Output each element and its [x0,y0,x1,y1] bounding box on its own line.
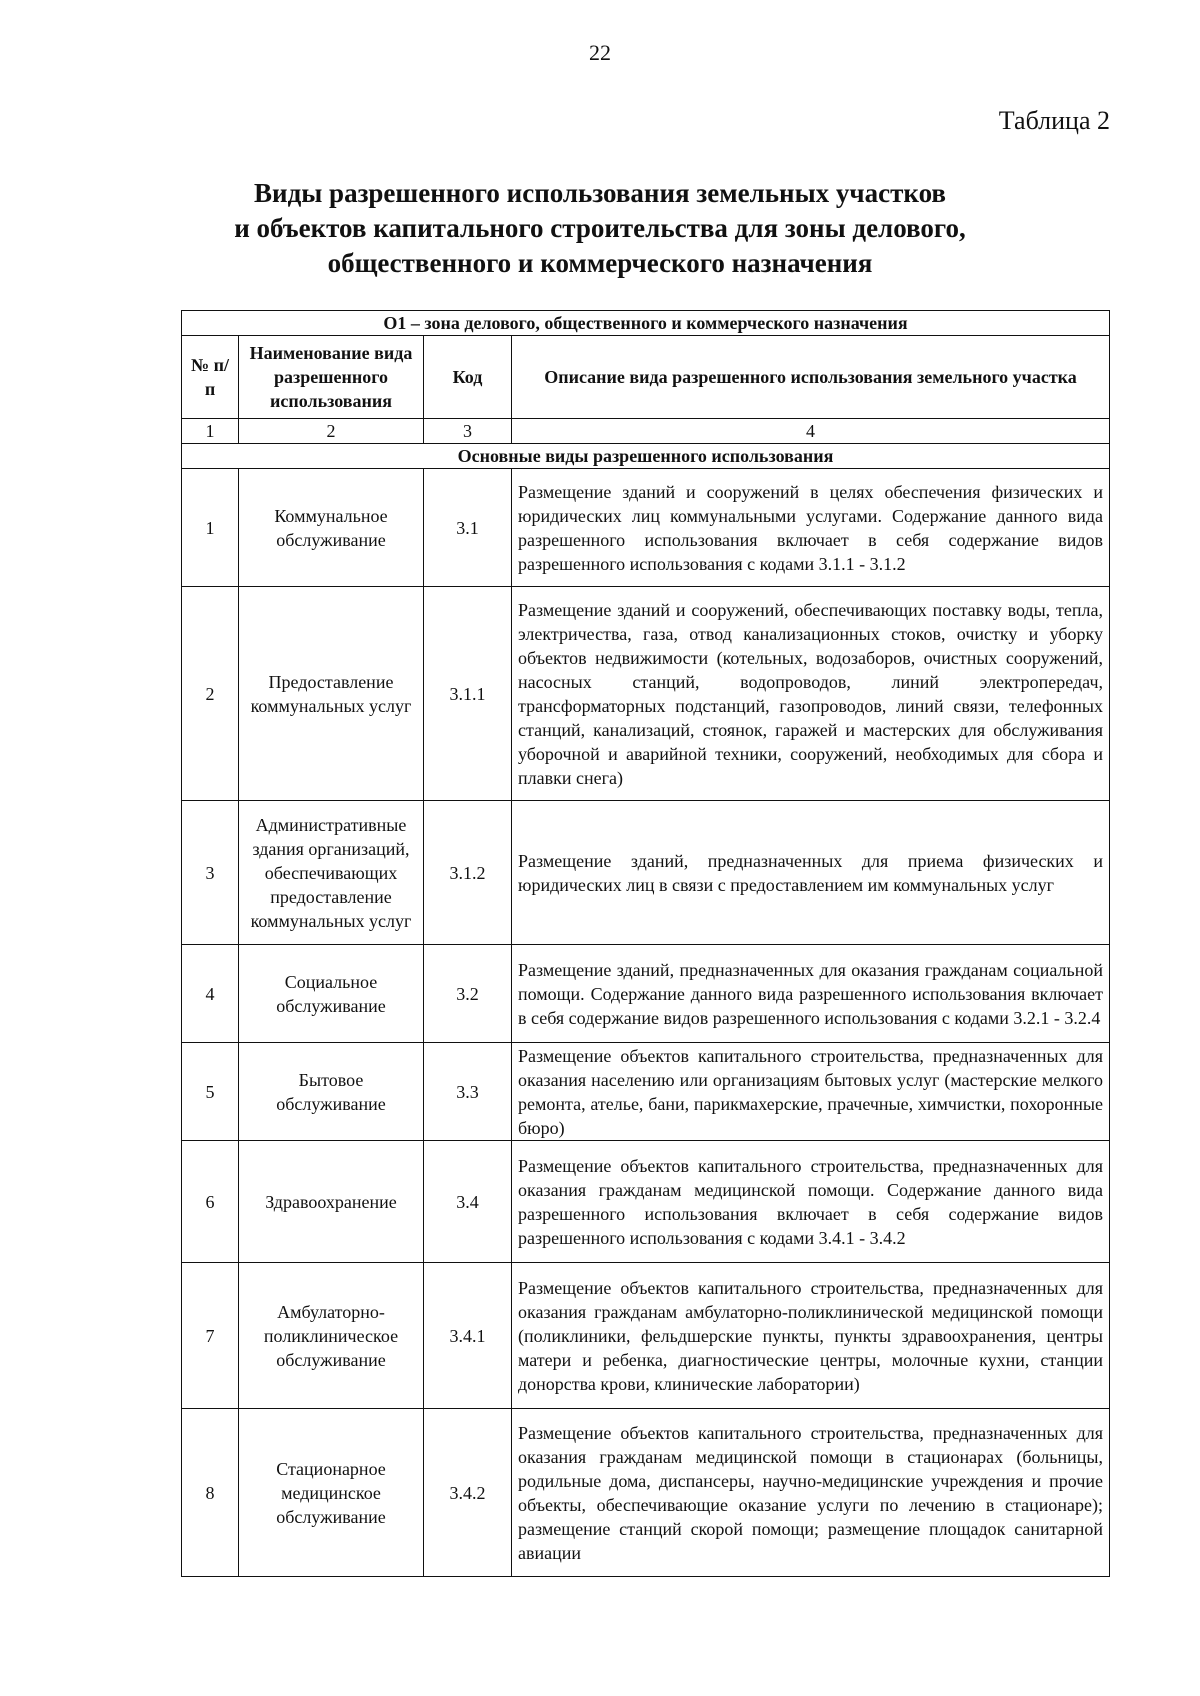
row-code: 3.2 [424,945,512,1043]
table-row [182,801,1110,945]
row-desc: Размещение объектов капитального строительства, предназначенных для оказания гражданам медицинской помощи. Содержание данного вида разрешенного использования включает в себя содержание видов разрешенного использования с кодами 3.4.1 - 3.4.2 [512,1141,1110,1263]
table-row [182,1141,1110,1263]
row-name: Здравоохранение [239,1141,424,1263]
column-number: 3 [424,419,512,444]
row-num: 6 [182,1141,239,1263]
row-desc: Размещение объектов капитального строительства, предназначенных для оказания населению или организациям бытовых услуг (мастерские мелкого ремонта, ателье, бани, парикмахерские, прачечные, химчистки, похоронные бюро) [512,1043,1110,1141]
section-title: Основные виды разрешенного использования [182,444,1110,469]
row-num: 5 [182,1043,239,1141]
land-use-table [181,310,1110,1577]
table-row [182,587,1110,801]
table-row [182,1043,1110,1141]
column-number: 1 [182,419,239,444]
row-num: 3 [182,801,239,945]
column-number-row [182,419,1110,444]
header-num: № п/п [182,336,239,419]
row-name: Коммунальное обслуживание [239,469,424,587]
row-num: 8 [182,1409,239,1577]
table-row [182,1263,1110,1409]
row-desc: Размещение зданий, предназначенных для оказания гражданам социальной помощи. Содержание данного вида разрешенного использования включает в себя содержание видов разрешенного использования с кодами 3.2.1 - 3.2.4 [512,945,1110,1043]
row-num: 4 [182,945,239,1043]
row-code: 3.4.2 [424,1409,512,1577]
row-desc: Размещение зданий и сооружений, обеспечивающих поставку воды, тепла, электричества, газа, отвод канализационных стоков, очистку и уборку объектов недвижимости (котельных, водозаборов, очистных сооружений, насосных станций, водопроводов, линий электропередач, трансформаторных подстанций, газопроводов, линий связи, телефонных станций, канализаций, стоянок, гаражей и мастерских для обслуживания уборочной и аварийной техники, сооружений, необходимых для сбора и плавки снега) [512,587,1110,801]
row-code: 3.1.1 [424,587,512,801]
row-name: Социальное обслуживание [239,945,424,1043]
page-number: 22 [589,40,611,65]
row-desc: Размещение объектов капитального строительства, предназначенных для оказания гражданам амбулаторно-поликлинической медицинской помощи (поликлиники, фельдшерские пункты, пункты здравоохранения, центры матери и ребенка, диагностические центры, молочные кухни, станции донорства крови, клинические лаборатории) [512,1263,1110,1409]
table-row [182,469,1110,587]
header-row [182,336,1110,419]
header-desc: Описание вида разрешенного использования земельного участка [512,336,1110,419]
row-desc: Размещение зданий, предназначенных для приема физических и юридических лиц в связи с предоставлением им коммунальных услуг [512,801,1110,945]
row-code: 3.4 [424,1141,512,1263]
column-number: 2 [239,419,424,444]
row-num: 7 [182,1263,239,1409]
row-code: 3.1 [424,469,512,587]
row-desc: Размещение зданий и сооружений в целях обеспечения физических и юридических лиц коммунальными услугами. Содержание данного вида разрешенного использования включает в себя содержание видов разрешенного использования с кодами 3.1.1 - 3.1.2 [512,469,1110,587]
row-num: 2 [182,587,239,801]
title-line: общественного и коммерческого назначения [327,248,873,278]
title-line: и объектов капитального строительства для зоны делового, [234,213,966,243]
row-num: 1 [182,469,239,587]
row-name: Административные здания организаций, обеспечивающих предоставление коммунальных услуг [239,801,424,945]
table-row [182,945,1110,1043]
header-code: Код [424,336,512,419]
zone-title-row [182,311,1110,336]
row-name: Предоставление коммунальных услуг [239,587,424,801]
title-line: Виды разрешенного использования земельных участков [254,178,946,208]
row-code: 3.1.2 [424,801,512,945]
table-row [182,1409,1110,1577]
row-name: Бытовое обслуживание [239,1043,424,1141]
table-label: Таблица 2 [998,106,1110,135]
row-name: Стационарное медицинское обслуживание [239,1409,424,1577]
document-title [180,176,1020,281]
row-code: 3.4.1 [424,1263,512,1409]
column-number: 4 [512,419,1110,444]
row-name: Амбулаторно-поликлиническое обслуживание [239,1263,424,1409]
row-code: 3.3 [424,1043,512,1141]
zone-title: О1 – зона делового, общественного и коммерческого назначения [182,311,1110,336]
section-row [182,444,1110,469]
row-desc: Размещение объектов капитального строительства, предназначенных для оказания гражданам медицинской помощи в стационарах (больницы, родильные дома, диспансеры, научно-медицинские учреждения и прочие объекты, обеспечивающие оказание услуги по лечению в стационаре); размещение станций скорой помощи; размещение площадок санитарной авиации [512,1409,1110,1577]
header-name: Наименование вида разрешенного использования [239,336,424,419]
